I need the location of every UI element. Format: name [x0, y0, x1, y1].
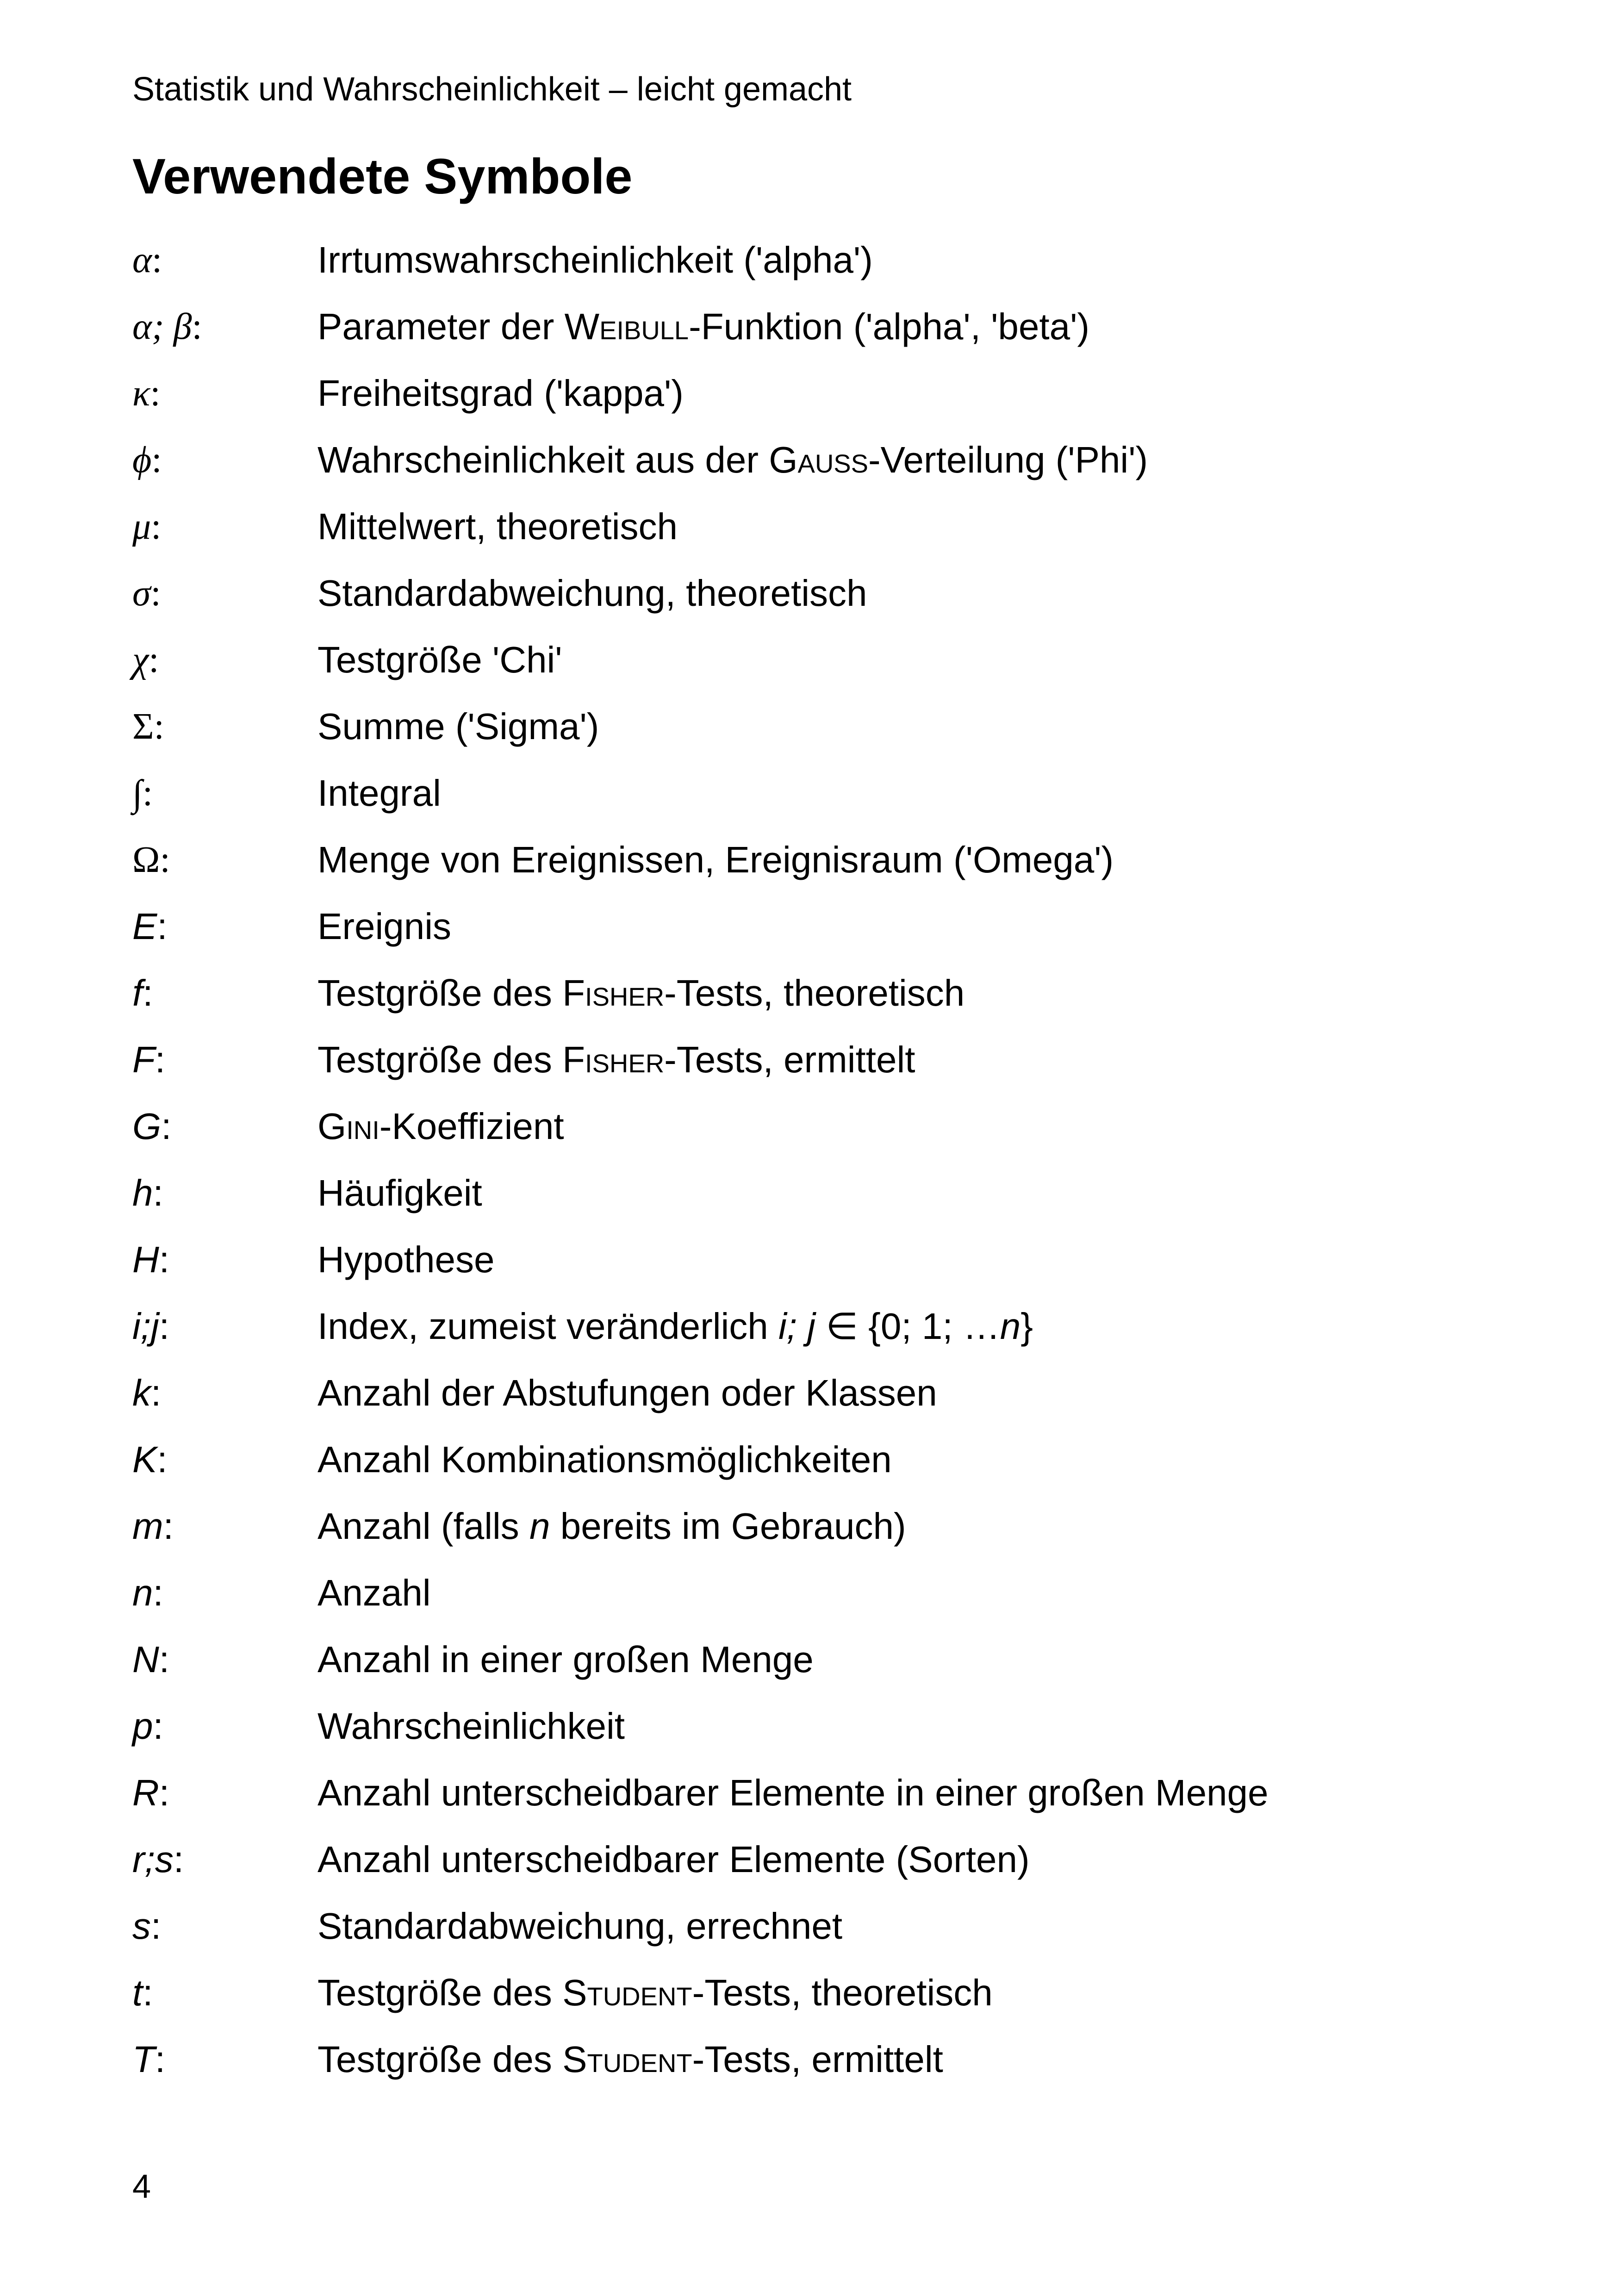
symbol: t:: [132, 1972, 153, 2013]
symbol-row-F: [132, 1027, 1521, 1093]
symbol-description: Standardabweichung, theoretisch: [317, 572, 867, 614]
symbol-row-R: [132, 1760, 1521, 1826]
symbol: H:: [132, 1239, 170, 1280]
symbol: κ:: [132, 373, 161, 414]
symbol-row-alpha-beta: [132, 293, 1521, 360]
symbol-row-phi: [132, 427, 1521, 493]
symbol-description: Testgröße des Student-Tests, ermittelt: [317, 2039, 943, 2080]
symbol: χ:: [132, 640, 159, 680]
symbol-list: [132, 227, 1521, 2093]
page-number: 4: [132, 2168, 151, 2205]
symbol-row-n: [132, 1560, 1521, 1626]
symbol-row-mu: [132, 493, 1521, 560]
symbol: K:: [132, 1439, 168, 1480]
symbol-description: Standardabweichung, errechnet: [317, 1905, 843, 1947]
symbol: N:: [132, 1639, 170, 1680]
symbol-row-ij: [132, 1293, 1521, 1360]
symbol: k:: [132, 1372, 162, 1413]
symbol-description: Freiheitsgrad ('kappa'): [317, 373, 684, 414]
symbol-description: Wahrscheinlichkeit: [317, 1705, 625, 1747]
symbol: ϕ:: [132, 440, 162, 480]
symbol-description: Irrtumswahrscheinlichkeit ('alpha'): [317, 239, 873, 280]
symbol-row-G: [132, 1093, 1521, 1160]
symbol: n:: [132, 1572, 163, 1613]
running-header: Statistik und Wahrscheinlichkeit – leicht gemacht: [132, 71, 852, 108]
symbol: i;j:: [132, 1306, 170, 1347]
symbol-row-s: [132, 1893, 1521, 1960]
symbol-description: Mittelwert, theoretisch: [317, 506, 678, 547]
symbol-description: Anzahl unterscheidbarer Elemente in einer großen Menge: [317, 1772, 1269, 1813]
symbol-row-omega: [132, 827, 1521, 893]
symbol-description: Summe ('Sigma'): [317, 706, 599, 747]
symbol: R:: [132, 1772, 170, 1813]
symbol-row-rs: [132, 1826, 1521, 1893]
symbol: μ:: [132, 506, 162, 547]
symbol: T:: [132, 2039, 166, 2080]
symbol-description: Gini-Koeffizient: [317, 1106, 564, 1147]
symbol-row-p: [132, 1693, 1521, 1760]
symbol-description: Anzahl (falls n bereits im Gebrauch): [317, 1506, 906, 1547]
symbol-description: Anzahl unterscheidbarer Elemente (Sorten): [317, 1839, 1030, 1880]
symbol-row-chi: [132, 627, 1521, 693]
symbol-description: Ereignis: [317, 906, 452, 947]
symbol-description: Wahrscheinlichkeit aus der Gauss-Verteilung ('Phi'): [317, 439, 1148, 480]
symbol: h:: [132, 1172, 163, 1213]
symbol-description: Testgröße des Student-Tests, theoretisch: [317, 1972, 993, 2013]
symbol-description: Parameter der Weibull-Funktion ('alpha', 'beta'): [317, 306, 1090, 347]
symbol: Ω:: [132, 840, 170, 880]
symbol: α:: [132, 240, 162, 280]
symbol-row-E: [132, 893, 1521, 960]
symbol-description: Häufigkeit: [317, 1172, 482, 1213]
symbol-row-sum: [132, 693, 1521, 760]
symbol-row-f: [132, 960, 1521, 1027]
symbol-row-t: [132, 1960, 1521, 2026]
symbol-row-sigma: [132, 560, 1521, 627]
symbol: Σ:: [132, 706, 164, 747]
symbol-description: Anzahl Kombinationsmöglichkeiten: [317, 1439, 892, 1480]
symbol: m:: [132, 1506, 174, 1547]
symbol-row-integral: [132, 760, 1521, 827]
page-title: Verwendete Symbole: [132, 148, 633, 204]
symbol-row-k: [132, 1360, 1521, 1426]
symbol-row-h: [132, 1160, 1521, 1226]
symbol: F:: [132, 1039, 166, 1080]
symbol: E:: [132, 906, 168, 947]
symbol-row-m: [132, 1493, 1521, 1560]
symbol: s:: [132, 1905, 162, 1947]
symbol-description: Testgröße 'Chi': [317, 639, 562, 680]
symbol-row-K: [132, 1426, 1521, 1493]
symbol: r;s:: [132, 1839, 184, 1880]
symbol-description: Testgröße des Fisher-Tests, theoretisch: [317, 972, 965, 1014]
symbol: f:: [132, 972, 153, 1014]
symbol-row-kappa: [132, 360, 1521, 427]
symbol: G:: [132, 1106, 172, 1147]
symbol-row-T: [132, 2026, 1521, 2093]
symbol: ∫:: [132, 773, 153, 814]
symbol-description: Anzahl in einer großen Menge: [317, 1639, 814, 1680]
symbol-description: Hypothese: [317, 1239, 495, 1280]
symbol: p:: [132, 1705, 163, 1747]
symbol-description: Anzahl: [317, 1572, 431, 1613]
symbol-description: Anzahl der Abstufungen oder Klassen: [317, 1372, 937, 1413]
symbol-row-N: [132, 1626, 1521, 1693]
symbol-row-H: [132, 1226, 1521, 1293]
symbol-description: Index, zumeist veränderlich i; j ∈ {0; 1; …n}: [317, 1306, 1033, 1347]
symbol-row-alpha: [132, 227, 1521, 293]
symbol-description: Testgröße des Fisher-Tests, ermittelt: [317, 1039, 915, 1080]
symbol-description: Integral: [317, 772, 441, 814]
symbol: α; β:: [132, 306, 202, 347]
symbol-description: Menge von Ereignissen, Ereignisraum ('Omega'): [317, 839, 1114, 880]
symbol: σ:: [132, 573, 161, 614]
